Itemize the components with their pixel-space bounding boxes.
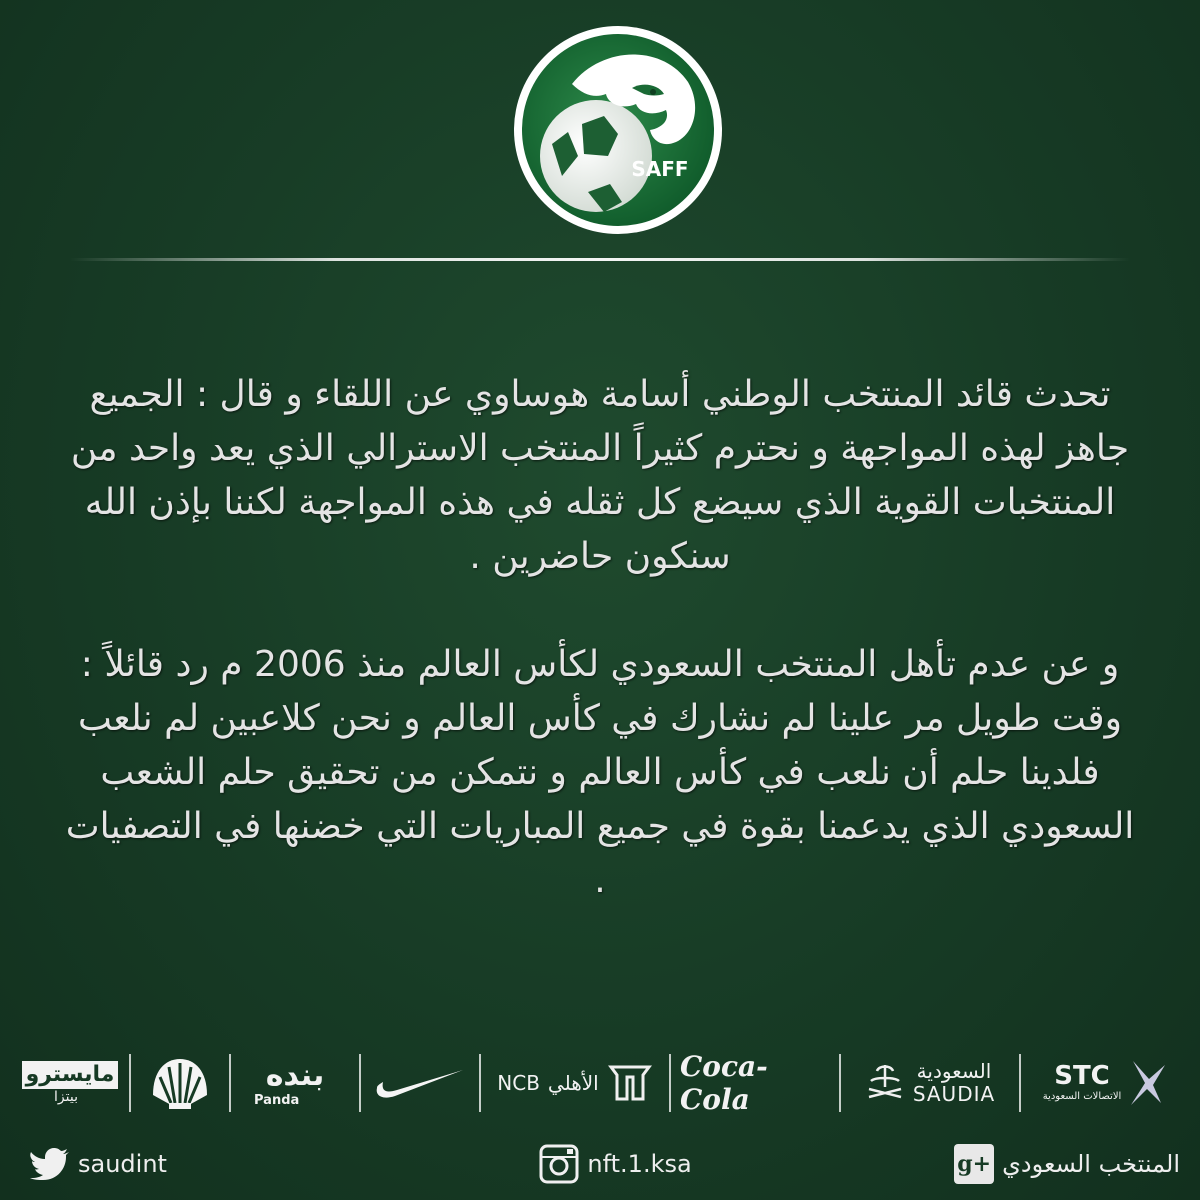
twitter-handle: saudint xyxy=(78,1150,167,1178)
header-divider xyxy=(70,258,1130,261)
saudia-en: SAUDIA xyxy=(912,1082,996,1106)
panda-ar: بنده xyxy=(265,1057,325,1093)
saudia-ar: السعودية xyxy=(916,1059,992,1083)
twitter-icon xyxy=(30,1148,70,1180)
sponsor-coca-cola xyxy=(680,1050,830,1116)
gplus-link[interactable] xyxy=(954,1144,1180,1184)
saudia-emblem-icon xyxy=(865,1061,905,1105)
sponsor-divider xyxy=(359,1054,361,1112)
gplus-label: المنتخب السعودي xyxy=(1002,1150,1180,1178)
sponsor-divider xyxy=(669,1054,671,1112)
ncb-emblem-icon xyxy=(607,1063,653,1103)
stc-star-icon xyxy=(1127,1057,1167,1109)
nike-swoosh-icon xyxy=(375,1066,465,1100)
sponsor-divider xyxy=(479,1054,481,1112)
sponsor-nike xyxy=(370,1066,470,1100)
instagram-handle: nft.1.ksa xyxy=(587,1150,692,1178)
ncb-en: NCB xyxy=(497,1071,540,1095)
sponsor-divider xyxy=(839,1054,841,1112)
sponsor-divider xyxy=(129,1054,131,1112)
stc-ar: الاتصالات السعودية xyxy=(1042,1091,1122,1102)
social-bar xyxy=(30,1138,1180,1190)
cocacola-text: Coca-Cola xyxy=(680,1050,768,1116)
sponsor-divider xyxy=(229,1054,231,1112)
gplus-icon xyxy=(954,1144,994,1184)
gplus-badge-text: g+ xyxy=(957,1151,992,1177)
saff-eagle-ball-icon xyxy=(512,24,724,236)
saff-logo-text: SAFF xyxy=(631,157,689,181)
statement-paragraph-1: تحدث قائد المنتخب الوطني أسامة هوساوي عن اللقاء و قال : الجميع جاهز لهذه المواجهة و نحترم كثيراً المنتخب الاسترالي الذي يعد واحد من المنتخبات القوية الذي سيضع كل ثقله في هذه المواجهة لكننا بإذن الله سنكون حاضرين . xyxy=(70,374,1130,577)
panda-en: Panda xyxy=(254,1092,300,1108)
instagram-icon xyxy=(539,1144,579,1184)
ncb-ar: الأهلي xyxy=(547,1071,599,1095)
sponsor-panda xyxy=(240,1059,350,1108)
instagram-link[interactable] xyxy=(539,1144,691,1184)
maestro-name: مايسترو xyxy=(22,1061,119,1089)
statement-paragraph-2: و عن عدم تأهل المنتخب السعودي لكأس العالم منذ 2006 م رد قائلاً : وقت طويل مر علينا لم نشارك في كأس العالم و نحن كلاعبين لم نلعب فلدينا حلم أن نلعب في كأس العالم و نتمكن من تحقيق حلم الشعب السعودي الذي يدعمنا بقوة في جميع المباريات التي خضنها في التصفيات . xyxy=(65,644,1135,901)
sponsor-stc xyxy=(1030,1057,1180,1109)
statement-text xyxy=(60,368,1140,908)
sponsors-bar xyxy=(20,1048,1180,1118)
maestro-sub: بيتزا xyxy=(54,1089,78,1105)
sponsor-maestro-pizza xyxy=(20,1061,120,1105)
shell-icon xyxy=(149,1055,211,1111)
sponsor-divider xyxy=(1019,1054,1021,1112)
sponsor-shell xyxy=(140,1055,220,1111)
sponsor-saudia xyxy=(850,1060,1010,1106)
saff-logo xyxy=(512,24,724,236)
sponsor-ncb xyxy=(490,1063,660,1103)
stc-en: STC xyxy=(1054,1061,1110,1091)
twitter-link[interactable] xyxy=(30,1148,167,1180)
